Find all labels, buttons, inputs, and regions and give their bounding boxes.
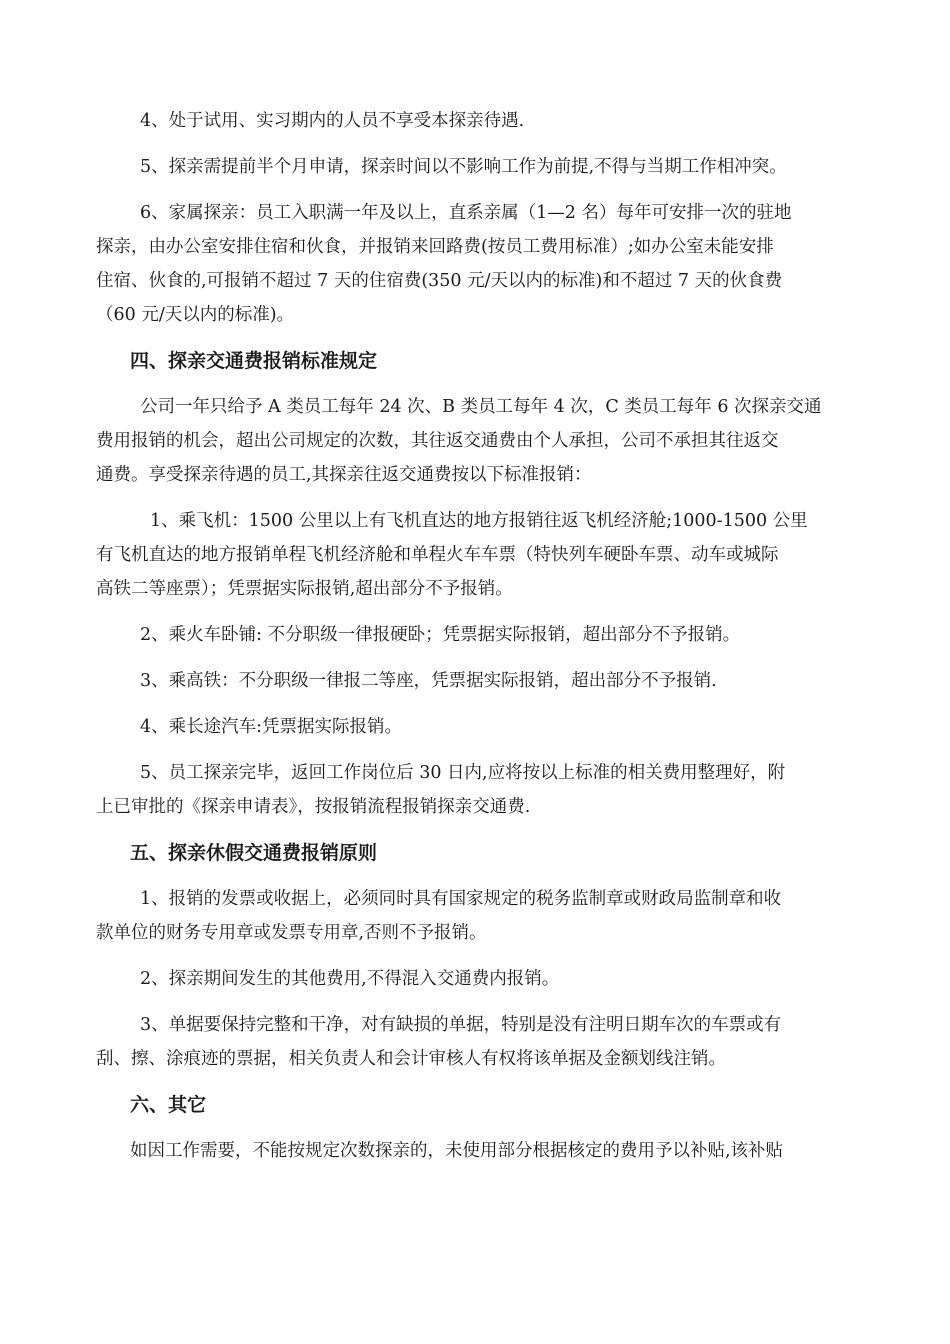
paragraph-item-5 <box>130 150 854 184</box>
section4-item-5 <box>96 756 854 824</box>
text-line: 费用报销的机会，超出公司规定的次数，其往返交通费由个人承担，公司不承担其往返交 <box>96 431 779 451</box>
section6-text <box>96 1134 854 1168</box>
text-line: 2、乘火车卧铺: 不分职级一律报硬卧；凭票据实际报销，超出部分不予报销。 <box>140 625 741 645</box>
text-line: 3、单据要保持完整和干净，对有缺损的单据，特别是没有注明日期车次的车票或有 <box>140 1015 782 1035</box>
text-line: 高铁二等座票）；凭票据实际报销,超出部分不予报销。 <box>96 579 513 599</box>
text-line: 上已审批的《探亲申请表》，按报销流程报销探亲交通费. <box>96 797 531 817</box>
text-line: 1、报销的发票或收据上，必须同时具有国家规定的税务监制章或财政局监制章和收 <box>140 889 782 909</box>
text-line: 5、员工探亲完毕，返回工作岗位后 30 日内,应将按以上标准的相关费用整理好，附 <box>140 763 786 783</box>
text-line: 款单位的财务专用章或发票专用章,否则不予报销。 <box>96 923 487 943</box>
paragraph-item-6 <box>96 196 854 332</box>
text-line: 探亲，由办公室安排住宿和伙食，并报销来回路费(按员工费用标准）;如办公室未能安排 <box>96 237 774 257</box>
section4-item-4 <box>130 710 854 744</box>
text-line: 4、处于试用、实习期内的人员不享受本探亲待遇. <box>140 111 525 131</box>
text-line: 3、乘高铁：不分职级一律报二等座，凭票据实际报销，超出部分不予报销. <box>140 671 717 691</box>
section4-intro <box>96 390 854 492</box>
text-line: 5、探亲需提前半个月申请，探亲时间以不影响工作为前提,不得与当期工作相冲突。 <box>140 157 787 177</box>
text-line: 公司一年只给予 A 类员工每年 24 次、B 类员工每年 4 次，C 类员工每年 6 次探亲交通 <box>140 397 822 417</box>
text-line: 1、乘飞机：1500 公里以上有飞机直达的地方报销往返飞机经济舱;1000-1500 公里 <box>150 511 808 531</box>
section-heading-5: 五、探亲休假交通费报销原则 <box>130 842 378 864</box>
text-line: 2、探亲期间发生的其他费用,不得混入交通费内报销。 <box>140 969 560 989</box>
section4-item-2 <box>130 618 854 652</box>
paragraph-item-4 <box>130 104 854 138</box>
text-line: （60 元/天以内的标准)。 <box>96 305 295 325</box>
section-heading-4: 四、探亲交通费报销标准规定 <box>130 350 378 372</box>
text-line: 通费。享受探亲待遇的员工,其探亲往返交通费按以下标准报销： <box>96 465 592 485</box>
text-line: 刮、擦、涂痕迹的票据，相关负责人和会计审核人有权将该单据及金额划线注销。 <box>96 1049 726 1069</box>
section5-item-1 <box>96 882 854 950</box>
text-line: 住宿、伙食的,可报销不超过 7 天的住宿费(350 元/天以内的标准)和不超过 7 天的伙食费 <box>96 271 783 291</box>
text-line: 4、乘长途汽车:凭票据实际报销。 <box>140 717 403 737</box>
section4-item-1 <box>96 504 854 606</box>
section5-item-2 <box>130 962 854 996</box>
section4-item-3 <box>130 664 854 698</box>
text-line: 有飞机直达的地方报销单程飞机经济舱和单程火车车票（特快列车硬卧车票、动车或城际 <box>96 545 779 565</box>
section5-item-3 <box>96 1008 854 1076</box>
text-line: 如因工作需要，不能按规定次数探亲的，未使用部分根据核定的费用予以补贴,该补贴 <box>130 1141 784 1161</box>
text-line: 6、家属探亲：员工入职满一年及以上，直系亲属（1—2 名）每年可安排一次的驻地 <box>140 203 792 223</box>
section-heading-6: 六、其它 <box>130 1094 207 1116</box>
